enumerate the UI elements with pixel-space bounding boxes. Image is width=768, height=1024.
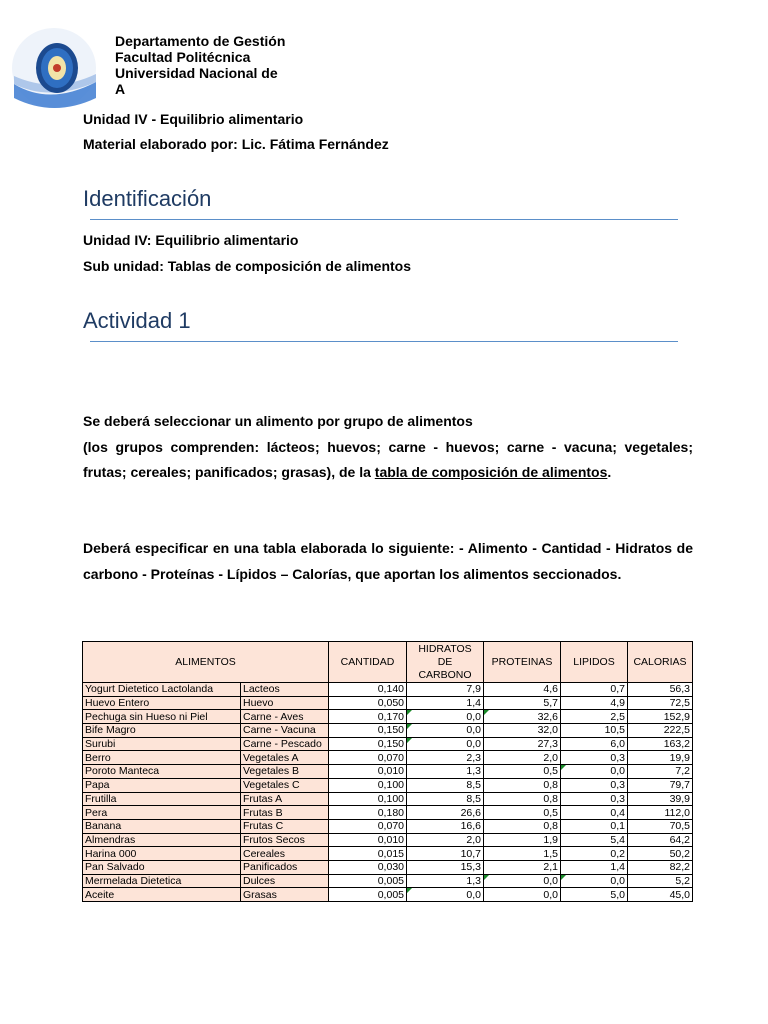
cell-hidratos-value: 7,9	[466, 683, 481, 696]
cell-hidratos-value: 2,0	[466, 833, 481, 846]
cell-hidratos	[407, 874, 484, 888]
table-row	[83, 819, 693, 833]
cell-grupo-value: Huevo	[243, 697, 274, 710]
cell-hidratos	[407, 847, 484, 861]
cell-alimento-value: Surubi	[85, 738, 116, 751]
cell-grupo-value: Frutas A	[243, 792, 283, 805]
cell-grupo	[241, 847, 329, 861]
cell-alimento-value: Bife Magro	[85, 724, 136, 737]
cell-lipidos	[561, 683, 628, 697]
cell-proteinas	[484, 806, 561, 820]
cell-cantidad-value: 0,180	[377, 806, 404, 819]
cell-cantidad	[329, 806, 407, 820]
cell-lipidos-value: 0,7	[610, 683, 625, 696]
cell-cantidad-value: 0,100	[377, 779, 404, 792]
cell-proteinas-value: 1,9	[543, 833, 558, 846]
cell-hidratos-value: 1,3	[466, 874, 481, 887]
cell-alimento-value: Harina 000	[85, 847, 137, 860]
cell-lipidos	[561, 860, 628, 874]
cell-hidratos	[407, 806, 484, 820]
cell-calorias	[628, 751, 693, 765]
cell-lipidos-value: 4,9	[610, 697, 625, 710]
cell-hidratos-value: 8,5	[466, 792, 481, 805]
cell-proteinas	[484, 765, 561, 779]
header-hidratos-line: HIDRATOS	[418, 642, 472, 655]
error-marker-icon	[561, 765, 566, 770]
cell-alimento-value: Pan Salvado	[85, 861, 145, 874]
cell-lipidos-value: 1,4	[610, 861, 625, 874]
instructions-line: Se deberá seleccionar un alimento por grupo de alimentos	[83, 413, 473, 429]
table-row	[83, 847, 693, 861]
cell-grupo	[241, 792, 329, 806]
section-heading-actividad: Actividad 1	[83, 308, 191, 333]
cell-calorias	[628, 710, 693, 724]
cell-lipidos-value: 0,3	[610, 779, 625, 792]
cell-grupo-value: Carne - Aves	[243, 710, 304, 723]
cell-proteinas-value: 0,8	[543, 820, 558, 833]
cell-proteinas	[484, 737, 561, 751]
table-row	[83, 683, 693, 697]
composition-table-link[interactable]: tabla de composición de alimentos	[374, 464, 608, 480]
cell-grupo	[241, 806, 329, 820]
cell-alimento	[83, 833, 241, 847]
header-alimentos: ALIMENTOS	[83, 642, 329, 683]
cell-calorias-value: 79,7	[669, 779, 690, 792]
cell-calorias-value: 222,5	[663, 724, 690, 737]
table-row	[83, 833, 693, 847]
cell-alimento	[83, 724, 241, 738]
cell-calorias-value: 50,2	[669, 847, 690, 860]
institution-line: Universidad Nacional de	[115, 65, 278, 81]
cell-calorias-value: 39,9	[669, 792, 690, 805]
table-header-row	[83, 642, 693, 683]
cell-calorias-value: 19,9	[669, 751, 690, 764]
cell-lipidos-value: 5,0	[610, 888, 625, 901]
cell-grupo	[241, 778, 329, 792]
cell-grupo	[241, 737, 329, 751]
table-row	[83, 751, 693, 765]
cell-lipidos	[561, 751, 628, 765]
cell-alimento-value: Mermelada Dietetica	[85, 874, 182, 887]
cell-alimento	[83, 847, 241, 861]
error-marker-icon	[561, 875, 566, 880]
cell-alimento	[83, 792, 241, 806]
author-line: Material elaborado por: Lic. Fátima Fernández	[83, 136, 389, 152]
header-proteinas: PROTEINAS	[484, 642, 561, 683]
cell-proteinas-value: 5,7	[543, 697, 558, 710]
cell-lipidos	[561, 819, 628, 833]
cell-alimento	[83, 819, 241, 833]
cell-hidratos	[407, 819, 484, 833]
cell-cantidad-value: 0,070	[377, 820, 404, 833]
cell-proteinas-value: 0,0	[543, 888, 558, 901]
table-row	[83, 860, 693, 874]
cell-alimento	[83, 751, 241, 765]
cell-grupo-value: Vegetales B	[243, 765, 300, 778]
cell-alimento	[83, 874, 241, 888]
cell-hidratos	[407, 778, 484, 792]
cell-grupo-value: Vegetales C	[243, 779, 300, 792]
cell-alimento	[83, 888, 241, 902]
cell-grupo	[241, 888, 329, 902]
identificacion-subunit: Sub unidad: Tablas de composición de alimentos	[83, 258, 412, 274]
cell-cantidad-value: 0,005	[377, 874, 404, 887]
cell-grupo	[241, 819, 329, 833]
cell-grupo-value: Carne - Vacuna	[243, 724, 316, 737]
cell-cantidad	[329, 778, 407, 792]
cell-proteinas-value: 2,0	[543, 751, 558, 764]
cell-calorias-value: 112,0	[664, 806, 690, 819]
table-row	[83, 888, 693, 902]
header-lipidos: LIPIDOS	[561, 642, 628, 683]
cell-lipidos	[561, 888, 628, 902]
cell-calorias-value: 64,2	[669, 833, 690, 846]
cell-alimento-value: Yogurt Dietetico Lactolanda	[85, 683, 214, 696]
cell-alimento	[83, 683, 241, 697]
cell-proteinas-value: 2,1	[543, 861, 558, 874]
cell-proteinas	[484, 724, 561, 738]
cell-proteinas	[484, 683, 561, 697]
cell-cantidad	[329, 792, 407, 806]
cell-lipidos-value: 10,5	[604, 724, 625, 737]
section-heading-identificacion: Identificación	[83, 186, 212, 211]
institution-line: Departamento de Gestión	[115, 33, 286, 49]
cell-cantidad	[329, 751, 407, 765]
cell-calorias	[628, 819, 693, 833]
cell-hidratos	[407, 833, 484, 847]
cell-hidratos	[407, 860, 484, 874]
university-logo	[10, 28, 98, 112]
cell-cantidad-value: 0,140	[377, 683, 404, 696]
table-body	[83, 683, 693, 902]
cell-lipidos	[561, 765, 628, 779]
cell-proteinas	[484, 792, 561, 806]
cell-hidratos-value: 2,3	[466, 751, 481, 764]
cell-cantidad	[329, 874, 407, 888]
cell-calorias-value: 72,5	[669, 697, 690, 710]
cell-hidratos-value: 1,3	[466, 765, 481, 778]
cell-alimento	[83, 710, 241, 724]
cell-alimento-value: Frutilla	[85, 792, 117, 805]
cell-lipidos	[561, 710, 628, 724]
cell-hidratos-value: 0,0	[466, 710, 481, 723]
cell-proteinas	[484, 778, 561, 792]
error-marker-icon	[407, 724, 412, 729]
cell-cantidad	[329, 847, 407, 861]
cell-alimento	[83, 860, 241, 874]
cell-calorias	[628, 765, 693, 779]
cell-proteinas-value: 0,5	[543, 765, 558, 778]
cell-calorias-value: 152,9	[663, 710, 690, 723]
cell-cantidad-value: 0,010	[377, 833, 404, 846]
cell-grupo-value: Frutas B	[243, 806, 283, 819]
cell-hidratos	[407, 696, 484, 710]
cell-alimento-value: Papa	[85, 779, 110, 792]
cell-calorias	[628, 778, 693, 792]
cell-grupo	[241, 710, 329, 724]
cell-grupo-value: Lacteos	[243, 683, 280, 696]
cell-grupo	[241, 696, 329, 710]
cell-hidratos-value: 15,3	[460, 861, 481, 874]
institution-line: A	[115, 81, 126, 97]
cell-alimento-value: Poroto Manteca	[85, 765, 160, 778]
header-hidratos-line: DE	[437, 655, 453, 668]
cell-cantidad	[329, 888, 407, 902]
cell-grupo	[241, 724, 329, 738]
table-row	[83, 778, 693, 792]
cell-hidratos	[407, 683, 484, 697]
cell-proteinas-value: 32,0	[537, 724, 558, 737]
cell-lipidos	[561, 792, 628, 806]
cell-calorias	[628, 860, 693, 874]
cell-cantidad	[329, 724, 407, 738]
cell-grupo	[241, 683, 329, 697]
cell-lipidos	[561, 778, 628, 792]
error-marker-icon	[484, 710, 489, 715]
cell-proteinas-value: 0,8	[543, 792, 558, 805]
cell-cantidad-value: 0,100	[377, 792, 404, 805]
cell-cantidad-value: 0,150	[377, 738, 404, 751]
error-marker-icon	[407, 710, 412, 715]
cell-alimento	[83, 737, 241, 751]
identificacion-unit: Unidad IV: Equilibrio alimentario	[83, 232, 299, 248]
cell-proteinas	[484, 696, 561, 710]
table-row	[83, 710, 693, 724]
cell-hidratos	[407, 792, 484, 806]
cell-grupo	[241, 860, 329, 874]
cell-proteinas-value: 0,5	[543, 806, 558, 819]
cell-proteinas-value: 0,8	[543, 779, 558, 792]
cell-cantidad	[329, 833, 407, 847]
table-row	[83, 806, 693, 820]
cell-cantidad-value: 0,030	[377, 861, 404, 874]
cell-cantidad	[329, 819, 407, 833]
header-hidratos-line: CARBONO	[418, 668, 472, 681]
cell-lipidos-value: 5,4	[610, 833, 625, 846]
cell-alimento	[83, 806, 241, 820]
cell-lipidos	[561, 806, 628, 820]
cell-grupo-value: Cereales	[243, 847, 286, 860]
cell-hidratos-value: 16,6	[460, 820, 481, 833]
table-row	[83, 737, 693, 751]
cell-cantidad-value: 0,010	[377, 765, 404, 778]
cell-cantidad-value: 0,070	[377, 751, 404, 764]
cell-alimento-value: Berro	[85, 751, 111, 764]
cell-lipidos	[561, 847, 628, 861]
cell-proteinas	[484, 710, 561, 724]
instructions-text-body: (los grupos comprenden: lácteos; huevos; carne - huevos; carne - vacuna; vegetales; frutas; cereales; panificados; grasas), de la	[83, 438, 693, 480]
cell-lipidos-value: 0,3	[610, 751, 625, 764]
cell-proteinas	[484, 819, 561, 833]
cell-hidratos	[407, 710, 484, 724]
cell-grupo-value: Frutos Secos	[243, 833, 305, 846]
cell-hidratos-value: 10,7	[460, 847, 481, 860]
table-row	[83, 874, 693, 888]
cell-alimento	[83, 696, 241, 710]
cell-calorias	[628, 806, 693, 820]
cell-calorias-value: 70,5	[669, 820, 690, 833]
cell-grupo	[241, 751, 329, 765]
cell-proteinas-value: 1,5	[543, 847, 558, 860]
cell-calorias-value: 45,0	[669, 888, 690, 901]
cell-lipidos-value: 0,4	[610, 806, 625, 819]
cell-hidratos-value: 8,5	[466, 779, 481, 792]
cell-lipidos-value: 2,5	[610, 710, 625, 723]
cell-hidratos-value: 0,0	[466, 724, 481, 737]
cell-lipidos-value: 0,3	[610, 792, 625, 805]
table-row	[83, 792, 693, 806]
cell-alimento	[83, 778, 241, 792]
cell-calorias-value: 82,2	[669, 861, 690, 874]
cell-grupo	[241, 874, 329, 888]
cell-hidratos-value: 1,4	[466, 697, 481, 710]
cell-alimento-value: Banana	[85, 820, 122, 833]
cell-proteinas	[484, 874, 561, 888]
cell-hidratos	[407, 888, 484, 902]
cell-alimento-value: Pechuga sin Hueso ni Piel	[85, 710, 208, 723]
cell-calorias-value: 7,2	[675, 765, 690, 778]
cell-calorias	[628, 874, 693, 888]
cell-cantidad-value: 0,015	[377, 847, 404, 860]
cell-lipidos-value: 0,0	[610, 765, 625, 778]
cell-lipidos	[561, 737, 628, 751]
instructions-text-end: .	[607, 464, 612, 480]
cell-alimento-value: Pera	[85, 806, 108, 819]
heading-rule	[90, 341, 678, 342]
cell-hidratos	[407, 737, 484, 751]
cell-lipidos	[561, 696, 628, 710]
cell-calorias-value: 56,3	[669, 683, 690, 696]
cell-calorias	[628, 696, 693, 710]
cell-grupo-value: Vegetales A	[243, 751, 299, 764]
cell-cantidad-value: 0,150	[377, 724, 404, 737]
table-row	[83, 696, 693, 710]
composition-table	[82, 641, 693, 902]
cell-alimento-value: Almendras	[85, 833, 136, 846]
instructions-paragraph-1	[83, 409, 693, 486]
cell-cantidad	[329, 710, 407, 724]
cell-lipidos	[561, 874, 628, 888]
cell-calorias	[628, 888, 693, 902]
cell-proteinas	[484, 833, 561, 847]
cell-proteinas-value: 4,6	[543, 683, 558, 696]
header-cantidad: CANTIDAD	[329, 642, 407, 683]
cell-calorias	[628, 792, 693, 806]
cell-calorias	[628, 683, 693, 697]
cell-hidratos	[407, 765, 484, 779]
cell-grupo-value: Panificados	[243, 861, 298, 874]
table-row	[83, 765, 693, 779]
instructions-text: Deberá especificar en una tabla elaborada lo siguiente: - Alimento - Cantidad - Hidratos de carbono - Proteínas - Lípidos – Calorías, que aportan los alimentos seccionados.	[83, 540, 693, 582]
cell-alimento	[83, 765, 241, 779]
cell-cantidad-value: 0,005	[377, 888, 404, 901]
cell-calorias	[628, 724, 693, 738]
cell-lipidos-value: 6,0	[610, 738, 625, 751]
cell-proteinas	[484, 888, 561, 902]
cell-hidratos-value: 26,6	[460, 806, 481, 819]
instructions-text	[83, 435, 693, 486]
cell-cantidad	[329, 765, 407, 779]
cell-cantidad	[329, 860, 407, 874]
cell-calorias	[628, 847, 693, 861]
error-marker-icon	[484, 875, 489, 880]
cell-hidratos	[407, 751, 484, 765]
cell-grupo-value: Dulces	[243, 874, 276, 887]
heading-rule	[90, 219, 678, 220]
cell-cantidad	[329, 683, 407, 697]
cell-calorias	[628, 737, 693, 751]
cell-grupo-value: Grasas	[243, 888, 277, 901]
cell-hidratos-value: 0,0	[466, 888, 481, 901]
cell-lipidos-value: 0,0	[610, 874, 625, 887]
table-row	[83, 724, 693, 738]
cell-calorias-value: 163,2	[663, 738, 690, 751]
cell-lipidos-value: 0,2	[610, 847, 625, 860]
cell-lipidos	[561, 833, 628, 847]
cell-alimento-value: Aceite	[85, 888, 115, 901]
cell-cantidad	[329, 696, 407, 710]
cell-lipidos-value: 0,1	[610, 820, 625, 833]
cell-cantidad-value: 0,170	[377, 710, 404, 723]
cell-grupo-value: Carne - Pescado	[243, 738, 322, 751]
cell-grupo	[241, 765, 329, 779]
cell-proteinas	[484, 860, 561, 874]
header-hidratos	[407, 642, 484, 683]
cell-proteinas-value: 27,3	[537, 738, 558, 751]
cell-hidratos	[407, 724, 484, 738]
cell-lipidos	[561, 724, 628, 738]
institution-line: Facultad Politécnica	[115, 49, 251, 65]
cell-hidratos-value: 0,0	[466, 738, 481, 751]
cell-cantidad	[329, 737, 407, 751]
cell-alimento-value: Huevo Entero	[85, 697, 150, 710]
cell-calorias	[628, 833, 693, 847]
header-calorias: CALORIAS	[628, 642, 693, 683]
cell-cantidad-value: 0,050	[377, 697, 404, 710]
cell-proteinas	[484, 751, 561, 765]
error-marker-icon	[407, 738, 412, 743]
cell-proteinas-value: 32,6	[537, 710, 558, 723]
cell-proteinas-value: 0,0	[543, 874, 558, 887]
institution-block	[115, 33, 286, 97]
cell-grupo	[241, 833, 329, 847]
cell-grupo-value: Frutas C	[243, 820, 284, 833]
instructions-paragraph-2	[83, 536, 693, 587]
unit-line: Unidad IV - Equilibrio alimentario	[83, 111, 304, 127]
error-marker-icon	[407, 888, 412, 893]
cell-calorias-value: 5,2	[675, 874, 690, 887]
cell-proteinas	[484, 847, 561, 861]
